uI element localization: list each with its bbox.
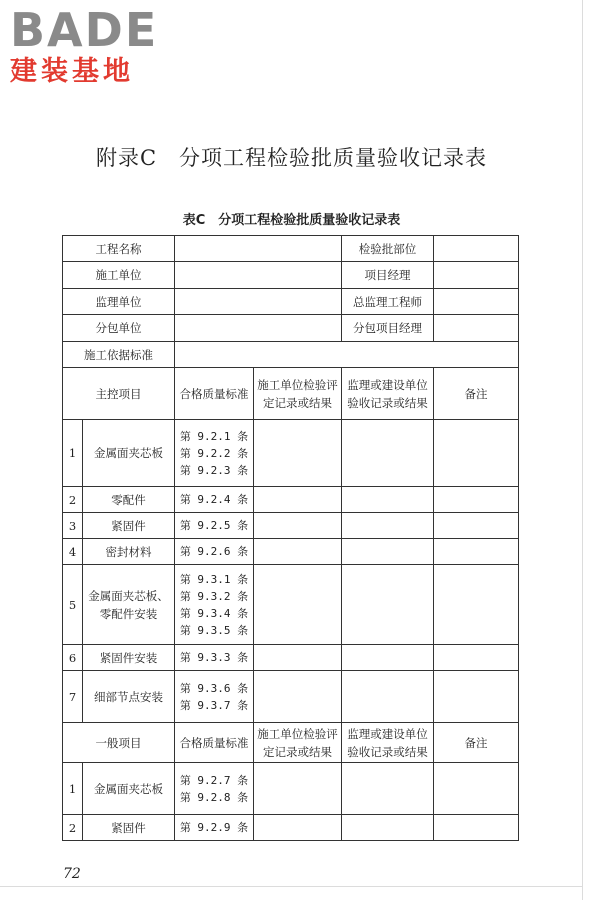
- info-row-subcontractor: [63, 315, 519, 342]
- remarks-cell[interactable]: [434, 539, 519, 565]
- page-edge-bottom: [0, 886, 583, 887]
- appendix-title: 附录C 分项工程检验批质量验收记录表: [95, 146, 488, 170]
- page-number: 72: [63, 866, 81, 882]
- item-standards: [175, 645, 254, 671]
- standard-header: 合格质量标准: [175, 368, 254, 420]
- supervision-result-cell[interactable]: [342, 539, 434, 565]
- remarks-cell[interactable]: [434, 420, 519, 487]
- info-right-label: 分包项目经理: [342, 315, 434, 342]
- info-left-label: 工程名称: [63, 236, 175, 262]
- table-row: [63, 763, 519, 815]
- table-row: [63, 420, 519, 487]
- basis-label: 施工依据标准: [63, 342, 175, 368]
- item-number: 1: [63, 420, 83, 487]
- supervision-result-cell[interactable]: [342, 671, 434, 723]
- item-number: 5: [63, 565, 83, 645]
- standard-clause: 第 9.2.6 条: [179, 545, 249, 558]
- main-items-header: 主控项目: [63, 368, 175, 420]
- standard-clause: 第 9.2.9 条: [179, 821, 249, 834]
- info-left-label: 监理单位: [63, 289, 175, 315]
- item-standards: [175, 487, 254, 513]
- item-standards: [175, 420, 254, 487]
- supervision-result-cell[interactable]: [342, 815, 434, 841]
- standard-clause: 第 9.3.2 条: [179, 589, 249, 603]
- standard-clause: 第 9.2.1 条: [179, 429, 249, 443]
- header-line: 定记录或结果: [263, 744, 332, 759]
- general-header-row: [63, 723, 519, 763]
- item-number: 4: [63, 539, 83, 565]
- info-right-label: 总监理工程师: [342, 289, 434, 315]
- item-name: 细部节点安装: [83, 671, 175, 723]
- main-header-row: [63, 368, 519, 420]
- header-line: 验收记录或结果: [347, 744, 428, 759]
- remarks-cell[interactable]: [434, 513, 519, 539]
- logo-brand: BADE: [10, 3, 159, 57]
- standard-clause: 第 9.2.5 条: [179, 519, 249, 532]
- item-number: 6: [63, 645, 83, 671]
- construction-result-cell[interactable]: [254, 815, 342, 841]
- item-name: 密封材料: [83, 539, 175, 565]
- info-left-value[interactable]: [175, 236, 342, 262]
- item-number: 2: [63, 487, 83, 513]
- header-line: 定记录或结果: [263, 395, 332, 410]
- standard-header: 合格质量标准: [175, 723, 254, 763]
- table-row: [63, 815, 519, 841]
- item-name: 紧固件安装: [83, 645, 175, 671]
- standard-clause: 第 9.2.3 条: [179, 463, 249, 477]
- info-left-value[interactable]: [175, 289, 342, 315]
- construction-result-cell[interactable]: [254, 539, 342, 565]
- item-name: [83, 565, 175, 645]
- header-line: 施工单位检验评: [257, 377, 338, 392]
- table-row: [63, 645, 519, 671]
- item-name-line: 零配件安装: [99, 606, 158, 621]
- item-standards: [175, 513, 254, 539]
- standard-clause: 第 9.3.6 条: [179, 681, 249, 695]
- item-number: 2: [63, 815, 83, 841]
- construction-result-cell[interactable]: [254, 645, 342, 671]
- info-right-label: 项目经理: [342, 262, 434, 289]
- remarks-cell[interactable]: [434, 671, 519, 723]
- item-name: 金属面夹芯板: [83, 420, 175, 487]
- general-items-header: 一般项目: [63, 723, 175, 763]
- info-right-value[interactable]: [434, 236, 519, 262]
- item-name: 紧固件: [83, 815, 175, 841]
- standard-clause: 第 9.3.1 条: [179, 572, 249, 586]
- standard-clause: 第 9.3.5 条: [179, 623, 249, 637]
- standard-clause: 第 9.3.4 条: [179, 606, 249, 620]
- item-standards: [175, 539, 254, 565]
- info-row-project: [63, 236, 519, 262]
- construction-result-cell[interactable]: [254, 763, 342, 815]
- supervision-result-cell[interactable]: [342, 565, 434, 645]
- remarks-cell[interactable]: [434, 487, 519, 513]
- info-row-contractor: [63, 262, 519, 289]
- construction-result-cell[interactable]: [254, 420, 342, 487]
- construction-result-header: [254, 723, 342, 763]
- item-name-line: 金属面夹芯板、: [88, 588, 169, 603]
- inspection-record-table: [62, 235, 519, 841]
- header-line: 验收记录或结果: [347, 395, 428, 410]
- item-name: 紧固件: [83, 513, 175, 539]
- supervision-result-cell[interactable]: [342, 645, 434, 671]
- item-name: 零配件: [83, 487, 175, 513]
- table-caption: 表C 分项工程检验批质量验收记录表: [182, 213, 401, 228]
- supervision-result-cell[interactable]: [342, 763, 434, 815]
- supervision-result-cell[interactable]: [342, 420, 434, 487]
- info-right-value[interactable]: [434, 262, 519, 289]
- item-standards: [175, 763, 254, 815]
- table-row: [63, 671, 519, 723]
- header-line: 监理或建设单位: [347, 377, 428, 392]
- item-number: 3: [63, 513, 83, 539]
- supervision-result-header: [342, 723, 434, 763]
- info-right-label: 检验批部位: [342, 236, 434, 262]
- header-line: 监理或建设单位: [347, 726, 428, 741]
- remarks-header: 备注: [434, 368, 519, 420]
- item-standards: [175, 671, 254, 723]
- remarks-header: 备注: [434, 723, 519, 763]
- standard-clause: 第 9.3.7 条: [179, 698, 249, 712]
- table-row: [63, 513, 519, 539]
- remarks-cell[interactable]: [434, 815, 519, 841]
- info-right-value[interactable]: [434, 289, 519, 315]
- item-standards: [175, 815, 254, 841]
- page-edge-right: [582, 0, 583, 900]
- construction-result-cell[interactable]: [254, 513, 342, 539]
- standard-clause: 第 9.3.3 条: [179, 651, 249, 664]
- info-left-label: 分包单位: [63, 315, 175, 342]
- construction-result-cell[interactable]: [254, 565, 342, 645]
- construction-result-cell[interactable]: [254, 487, 342, 513]
- remarks-cell[interactable]: [434, 645, 519, 671]
- supervision-result-cell[interactable]: [342, 487, 434, 513]
- remarks-cell[interactable]: [434, 565, 519, 645]
- logo-subtitle: 建装基地: [10, 56, 134, 87]
- remarks-cell[interactable]: [434, 763, 519, 815]
- standard-clause: 第 9.2.2 条: [179, 446, 249, 460]
- bade-logo: [10, 3, 159, 88]
- info-left-label: 施工单位: [63, 262, 175, 289]
- info-row-basis: [63, 342, 519, 368]
- construction-result-cell[interactable]: [254, 671, 342, 723]
- construction-result-header: [254, 368, 342, 420]
- header-line: 施工单位检验评: [257, 726, 338, 741]
- item-standards: [175, 565, 254, 645]
- info-right-value[interactable]: [434, 315, 519, 342]
- standard-clause: 第 9.2.7 条: [179, 773, 249, 787]
- info-row-supervisor: [63, 289, 519, 315]
- table-row: [63, 487, 519, 513]
- standard-clause: 第 9.2.4 条: [179, 493, 249, 506]
- info-left-value[interactable]: [175, 262, 342, 289]
- item-number: 1: [63, 763, 83, 815]
- table-row: [63, 565, 519, 645]
- info-left-value[interactable]: [175, 315, 342, 342]
- item-number: 7: [63, 671, 83, 723]
- standard-clause: 第 9.2.8 条: [179, 790, 249, 804]
- item-name: 金属面夹芯板: [83, 763, 175, 815]
- table-row: [63, 539, 519, 565]
- supervision-result-header: [342, 368, 434, 420]
- supervision-result-cell[interactable]: [342, 513, 434, 539]
- basis-value[interactable]: [175, 342, 519, 368]
